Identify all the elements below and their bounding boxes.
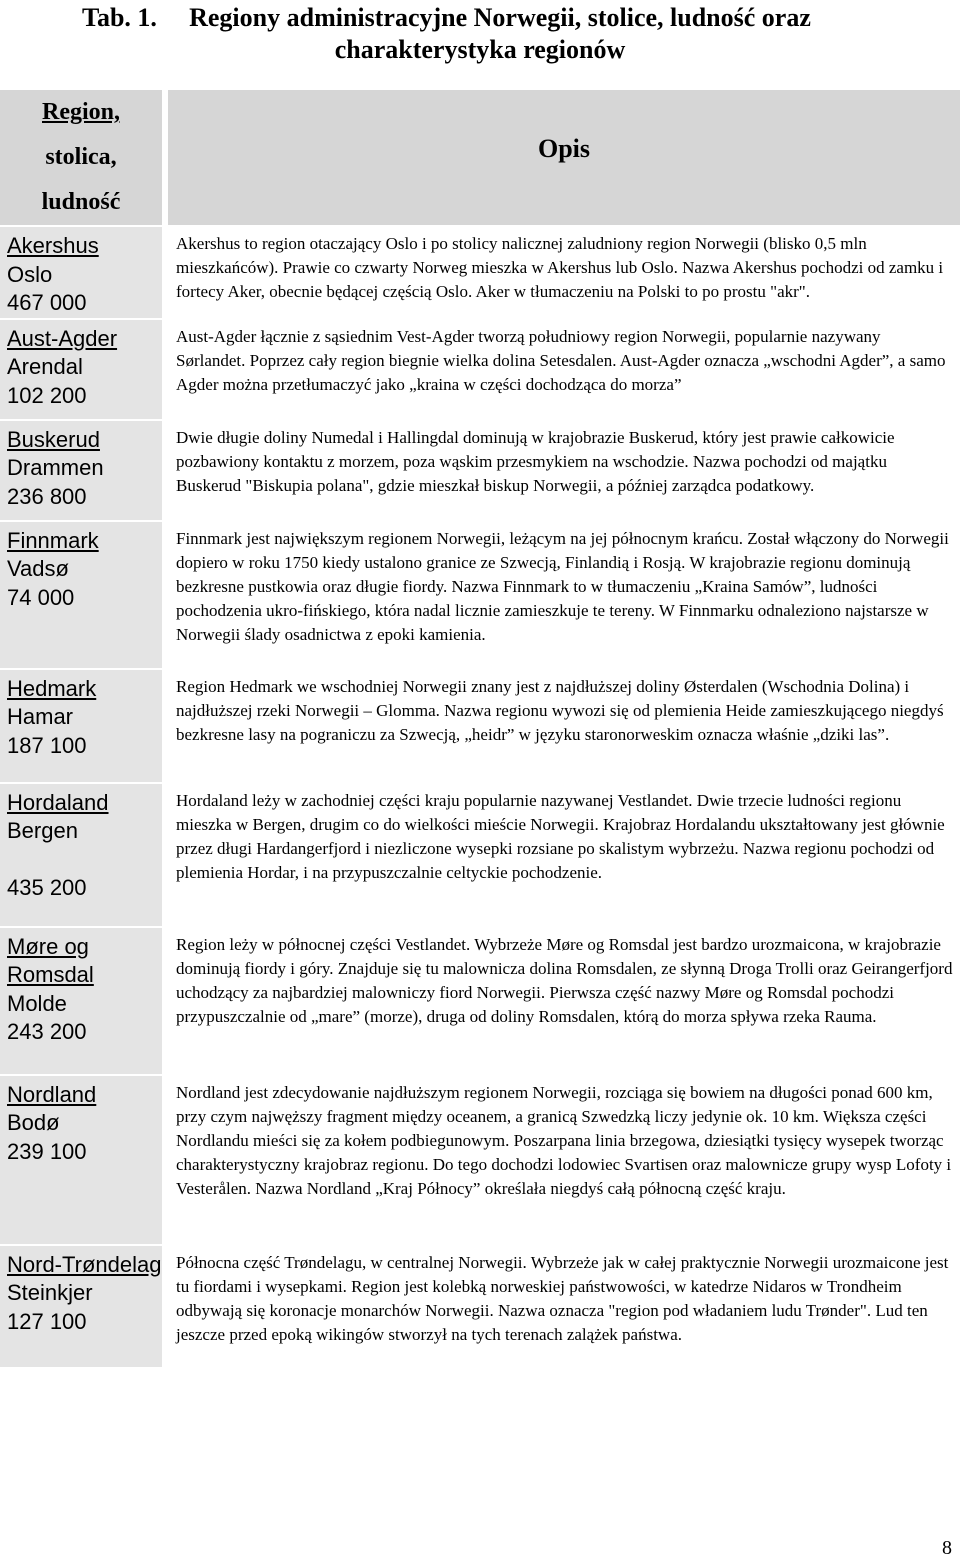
region-capital: Oslo: [7, 261, 53, 287]
region-population: 243 200: [7, 1019, 87, 1044]
region-name: Finnmark: [7, 527, 99, 553]
region-cell: [0, 782, 166, 926]
region-name: Aust-Agder: [7, 325, 118, 351]
header-region-label: Region,: [42, 99, 120, 125]
region-description: Hordaland leży w zachodniej części kraju popularnie nazywanej Vestlandet. Dwie trzecie ludności regionu mieszka w Bergen, drugim co do wielkości mieście Norwegii. Krajobraz Hordalandu ukształtowany jest głównie przez długi Hardangerfjord i niezliczone wysepki rozsiane po skalistym wybrzeżu. Nazwa regionu pochodzi od plemienia Hordar, i na przypuszczalnie celtyckie pochodzenie.: [166, 782, 960, 926]
region-description: Finnmark jest największym regionem Norwegii, leżącym na jej północnym krańcu. Został włączony do Norwegii dopiero w roku 1750 kiedy ustalono granice ze Szwecją, Finlandią i Rosją. W krajobrazie regionu dominują bezkresne pustkowia oraz długie fiordy. Nazwa Finnmark to w tłumaczeniu „Kraina Samów”, ludności pochodzenia ukro-fińskiego, która nadal licznie zamieszkuje te tereny. W Finnmarku odnaleziono najstarsze w Norwegii ślady osadnictwa z epoki kamienia.: [166, 520, 960, 668]
table-row: [0, 926, 960, 1074]
region-cell: [0, 520, 166, 668]
table-row: [0, 318, 960, 419]
region-population: 467 000: [7, 290, 87, 315]
header-capital-label: stolica,: [45, 144, 117, 170]
region-cell: [0, 668, 166, 782]
region-name: Buskerud: [7, 426, 100, 452]
table-row: [0, 668, 960, 782]
region-capital: Hamar: [7, 704, 74, 729]
region-cell: [0, 1244, 166, 1367]
table-row: [0, 225, 960, 318]
region-population: 239 100: [7, 1138, 87, 1164]
table-row: [0, 1244, 960, 1367]
table-row: [0, 1074, 960, 1244]
table-number: Tab. 1.: [82, 3, 157, 32]
region-population: 187 100: [7, 732, 87, 758]
region-description: Północna część Trøndelagu, w centralnej Norwegii. Wybrzeże jak w całej praktycznie Norwegii urozmaicone jest tu fiordami i wysepkami. Region jest kolebką norweskiej państwowości, w katedrze Nidaros w Trondheim odbywają się koronacje monarchów Norwegii. Nazwa oznacza "region pod władaniem ludu Trønder". Lud ten jeszcze przed epoką wikingów stworzył na tych terenach zalążek państwa.: [166, 1244, 960, 1367]
header-description-label: Opis: [537, 134, 591, 163]
region-population: 102 200: [7, 382, 87, 408]
region-capital: Bodø: [7, 1110, 60, 1135]
region-name: Akershus: [7, 233, 99, 258]
header-description-cell: [166, 90, 960, 225]
region-name: Nord-Trøndelag: [7, 1251, 162, 1277]
region-cell: [0, 926, 166, 1074]
regions-table: [0, 90, 960, 1367]
title-line-2: charakterystyka regionów: [334, 35, 626, 64]
title-line-1: Regiony administracyjne Norwegii, stolice, ludność oraz: [189, 3, 811, 32]
region-cell: [0, 225, 166, 318]
table-title: [0, 2, 960, 66]
region-capital: Steinkjer: [7, 1280, 93, 1305]
page-number: 8: [942, 1537, 952, 1559]
region-description: Akershus to region otaczający Oslo i po stolicy nalicznej zaludniony region Norwegii (blisko 0,5 mln mieszkańców). Prawie co czwarty Norweg mieszka w Akershus lub Oslo. Nazwa Akershus pochodzi od zamku i fortecy Aker, obecnie będącej częścią Oslo. Aker w tłumaczeniu na Polski to po prostu "akr".: [166, 225, 960, 318]
region-cell: [0, 419, 166, 520]
region-capital: Molde: [7, 990, 67, 1016]
region-cell: [0, 318, 166, 419]
table-row: [0, 782, 960, 926]
header-region-cell: [0, 90, 166, 225]
table-row: [0, 520, 960, 668]
region-cell: [0, 1074, 166, 1244]
region-description: Region Hedmark we wschodniej Norwegii znany jest z najdłuższej doliny Østerdalen (Wschodnia Dolina) i najdłuższej rzeki Norwegii – Glomma. Nazwa regionu wywozi się od plemienia Heide zamieszkującego niegdyś bezkresne lasy na pograniczu za Szwecją, „heidr” w języku staronorweskim oznacza właśnie „dziki las”.: [166, 668, 960, 782]
region-capital: Drammen: [7, 455, 104, 480]
table-row: [0, 419, 960, 520]
region-description: Dwie długie doliny Numedal i Hallingdal dominują w krajobrazie Buskerud, który jest prawie całkowicie pozbawiony kontaktu z morzem, poza wąskim przesmykiem na wschodzie. Nazwa pochodzi od majątku Buskerud "Biskupia polana", gdzie mieszkał biskup Norwegii, a później zarządca podatkowy.: [166, 419, 960, 520]
region-name: Hedmark: [7, 675, 97, 701]
region-description: Nordland jest zdecydowanie najdłuższym regionem Norwegii, rozciąga się bowiem na długości ponad 600 km, przy czym najwęższy fragment między oceanem, a granicą Szwedzką liczy jedynie ok. 10 km. Większa części Nordlandu mieści się za kołem podbiegunowym. Poszarpana linia brzegowa, dziesiątki tysięcy wysepek tworząc charakterystyczny krajobraz regionu. Do tego dochodzi lodowiec Svartisen oraz malownicze grupy wysp Lofoty i Vesterålen. Nazwa Nordland „Kraj Północy” określała niegdyś całą północną część kraju.: [166, 1074, 960, 1244]
region-description: Region leży w północnej części Vestlandet. Wybrzeże Møre og Romsdal jest bardzo urozmaicona, w krajobrazie dominują fiordy i góry. Znajduje się tu malownicza dolina Romsdalen, ze słynną Droga Trolli oraz Geirangerfjord uchodzący za najbardziej malowniczy fiord Norwegii. Pierwsza część nazwy Møre og Romsdal pochodzi przypuszczalnie od „mare” (morze), druga od doliny Romsdalen, którą do morza spływa rzeka Rauma.: [166, 926, 960, 1074]
region-population: 435 200: [7, 874, 87, 900]
header-population-label: ludność: [41, 189, 121, 215]
region-population: 74 000: [7, 584, 75, 610]
region-capital: Vadsø: [7, 556, 69, 581]
region-population: 236 800: [7, 483, 87, 509]
header-row: [0, 90, 960, 225]
region-name: Hordaland: [7, 789, 109, 815]
region-population: 127 100: [7, 1308, 87, 1334]
region-name: Møre og Romsdal: [7, 933, 94, 987]
region-capital: Bergen: [7, 818, 78, 843]
region-name: Nordland: [7, 1081, 97, 1107]
region-description: Aust-Agder łącznie z sąsiednim Vest-Agder tworzą południowy region Norwegii, popularnie nazywany Sørlandet. Poprzez cały region biegnie wielka dolina Setesdalen. Aust-Agder oznacza „wschodni Agder”, a samo Agder można przetłumaczyć jako „kraina w części dochodząca do morza”: [166, 318, 960, 419]
region-capital: Arendal: [7, 354, 83, 379]
